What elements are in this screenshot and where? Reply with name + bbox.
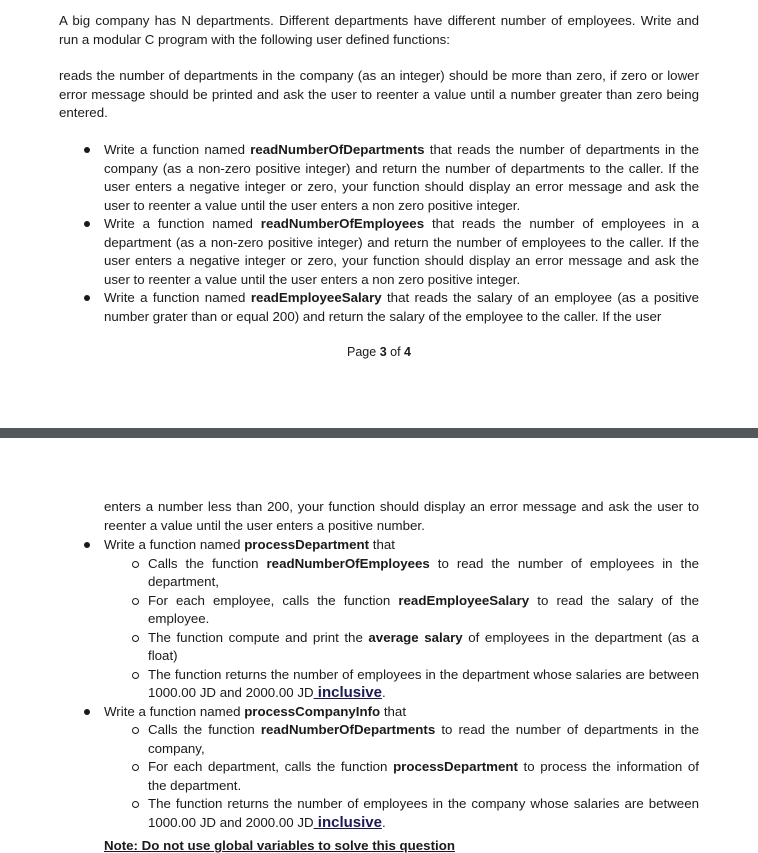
continuation-paragraph: enters a number less than 200, your function should display an error message and ask the user to reenter a value until the user enters a positive number. xyxy=(104,499,699,533)
sub-list-item: The function returns the number of employees in the department whose salaries are between 1000.00 JD and 2000.00 JD inclusive. xyxy=(148,666,699,701)
note-text: Note: Do not use global variables to solve this question xyxy=(104,838,455,853)
sub-list-item: The function returns the number of employees in the company whose salaries are between 1000.00 JD and 2000.00 JD inclusive. xyxy=(148,796,699,831)
sub-list-item: The function compute and print the average salary of employees in the department (as a float) xyxy=(148,629,699,666)
sub-list-item: Calls the function readNumberOfDepartments to read the number of departments in the company, xyxy=(148,721,699,758)
list-item: Write a function named readNumberOfDepartments that reads the number of departments in the company (as a non-zero positive integer) and return the number of departments to the caller. If the user enters a negative integer or zero, your function should display an error message and ask the user to reenter a value until the user enters a non zero positive integer. xyxy=(104,141,699,215)
list-item: Write a function named readEmployeeSalary that reads the salary of an employee (as a positive number grater than or equal 200) and return the salary of the employee to the caller. If the user xyxy=(104,289,699,326)
page-separator xyxy=(0,428,758,438)
page-footer: Page 3 of 4 xyxy=(347,345,411,359)
function-list xyxy=(104,141,699,326)
list-item: Write a function named readNumberOfEmployees that reads the number of employees in a department (as a non-zero positive integer) and return the number of employees to the caller. If the user enters a negative integer or zero, your function should display an error message and ask the user to reenter a value until the user enters a non zero positive integer. xyxy=(104,215,699,289)
intro-paragraph: A big company has N departments. Different departments have different number of employees. Write and run a modular C program with the following user defined functions: xyxy=(59,13,699,47)
reads-paragraph: reads the number of departments in the company (as an integer) should be more than zero, if zero or lower error message should be printed and ask the user to reenter a value until a number greater than zero being entered. xyxy=(59,68,699,120)
function-list xyxy=(104,536,699,832)
sub-list-item: Calls the function readNumberOfEmployees to read the number of employees in the department, xyxy=(148,555,699,592)
document-page-4 xyxy=(0,438,758,853)
sub-list-item: For each employee, calls the function readEmployeeSalary to read the salary of the employee. xyxy=(148,592,699,629)
list-item: Write a function named processCompanyInfo that Calls the function readNumberOfDepartments to read the number of departments in the company, For each department, calls the function processDepartment to process the information of the department. The function returns the number of employees in the company whose salaries are between 1000.00 JD and 2000.00 JD inclusive. xyxy=(104,703,699,831)
list-item: Write a function named processDepartment that Calls the function readNumberOfEmployees to read the number of employees in the department, For each employee, calls the function readEmployeeSalary to read the salary of the employee. The function compute and print the average salary of employees in the department (as a float) The function returns the number of employees in the department whose salaries are between 1000.00 JD and 2000.00 JD inclusive. xyxy=(104,537,700,701)
sub-list-item: For each department, calls the function processDepartment to process the information of the department. xyxy=(148,758,699,795)
